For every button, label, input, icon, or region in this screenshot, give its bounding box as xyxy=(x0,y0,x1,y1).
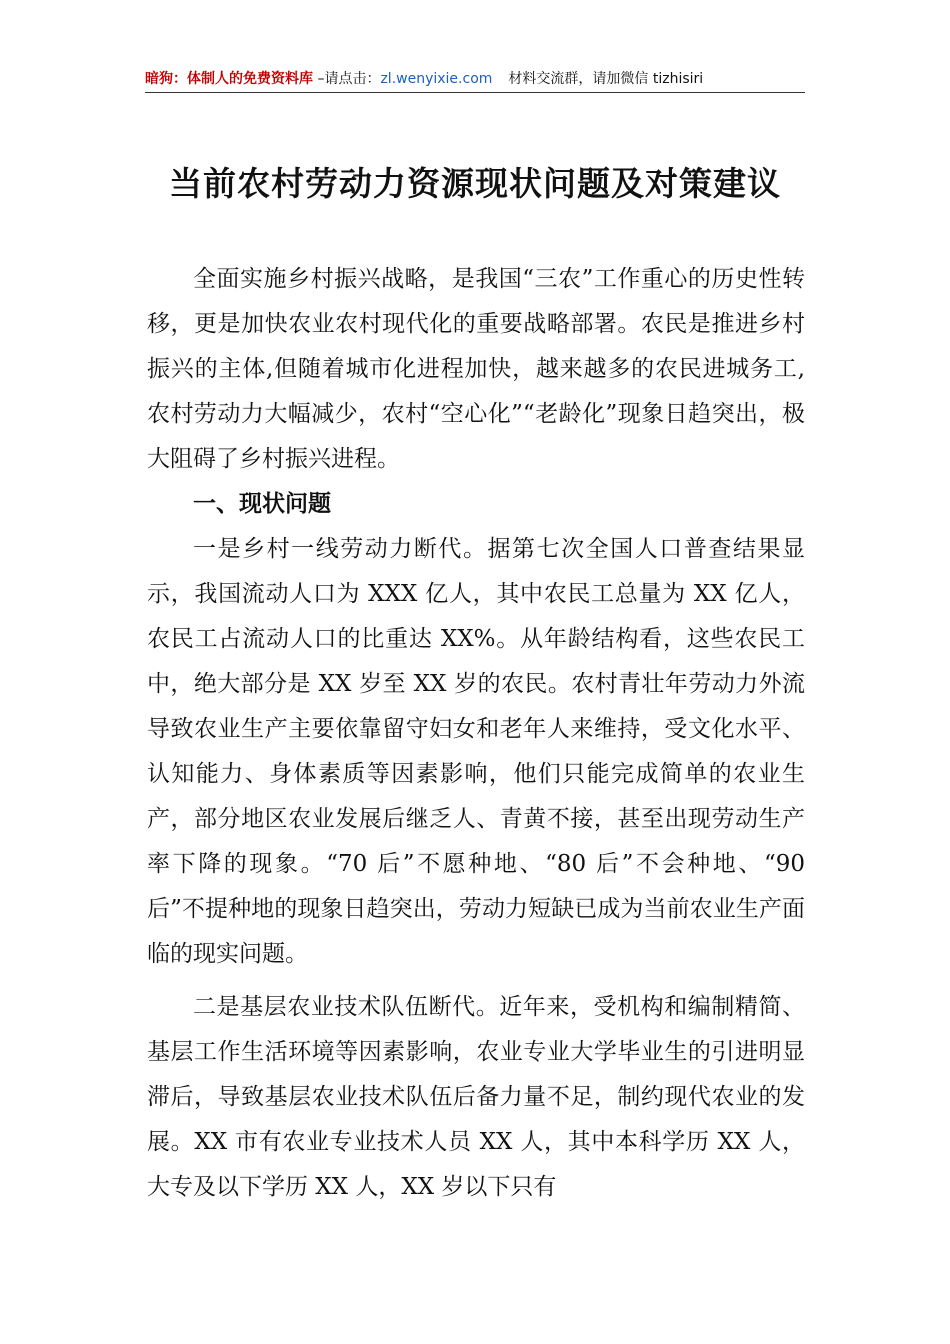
header-brand: 暗狗：体制人的免费资料库 xyxy=(145,71,313,87)
intro-paragraph: 全面实施乡村振兴战略，是我国“三农”工作重心的历史性转移，更是加快农业农村现代化的重要战略部署。农民是推进乡村振兴的主体,但随着城市化进程加快，越来越多的农民进城务工,农村劳动力大幅减少，农村“空心化”“老龄化”现象日趋突出，极大阻碍了乡村振兴进程。 xyxy=(147,266,805,472)
section-heading: 一、现状问题 xyxy=(193,491,331,517)
header-click-prompt: –请点击： xyxy=(313,71,381,87)
point-one-paragraph: 一是乡村一线劳动力断代。据第七次全国人口普查结果显示，我国流动人口为 XXX 亿人，其中农民工总量为 XX 亿人，农民工占流动人口的比重达 XX%。从年龄结构看，这些农民工中，绝大部分是 XX 岁至 XX 岁的农民。农村青壮年劳动力外流导致农业生产主要依靠留守妇女和老年人来维持，受文化水平、认知能力、身体素质等因素影响，他们只能完成简单的农业生产，部分地区农业发展后继乏人、青黄不接，甚至出现劳动生产率下降的现象。“70 后”不愿种地、“80 后”不会种地、“90 后”不提种地的现象日趋突出，劳动力短缺已成为当前农业生产面临的现实问题。 xyxy=(147,536,805,967)
document-title: 当前农村劳动力资源现状问题及对策建议 xyxy=(169,164,781,203)
page-header xyxy=(145,66,805,93)
header-group-info: 材料交流群，请加微信 tizhisiri xyxy=(508,71,704,87)
point-two-paragraph: 二是基层农业技术队伍断代。近年来，受机构和编制精简、基层工作生活环境等因素影响，农业专业大学毕业生的引进明显滞后，导致基层农业技术队伍后备力量不足，制约现代农业的发展。XX 市有农业专业技术人员 XX 人，其中本科学历 XX 人，大专及以下学历 XX 人，XX 岁以下只有 xyxy=(147,994,805,1200)
document-body xyxy=(147,257,805,1210)
header-link[interactable]: zl.wenyixie.com xyxy=(380,71,493,87)
